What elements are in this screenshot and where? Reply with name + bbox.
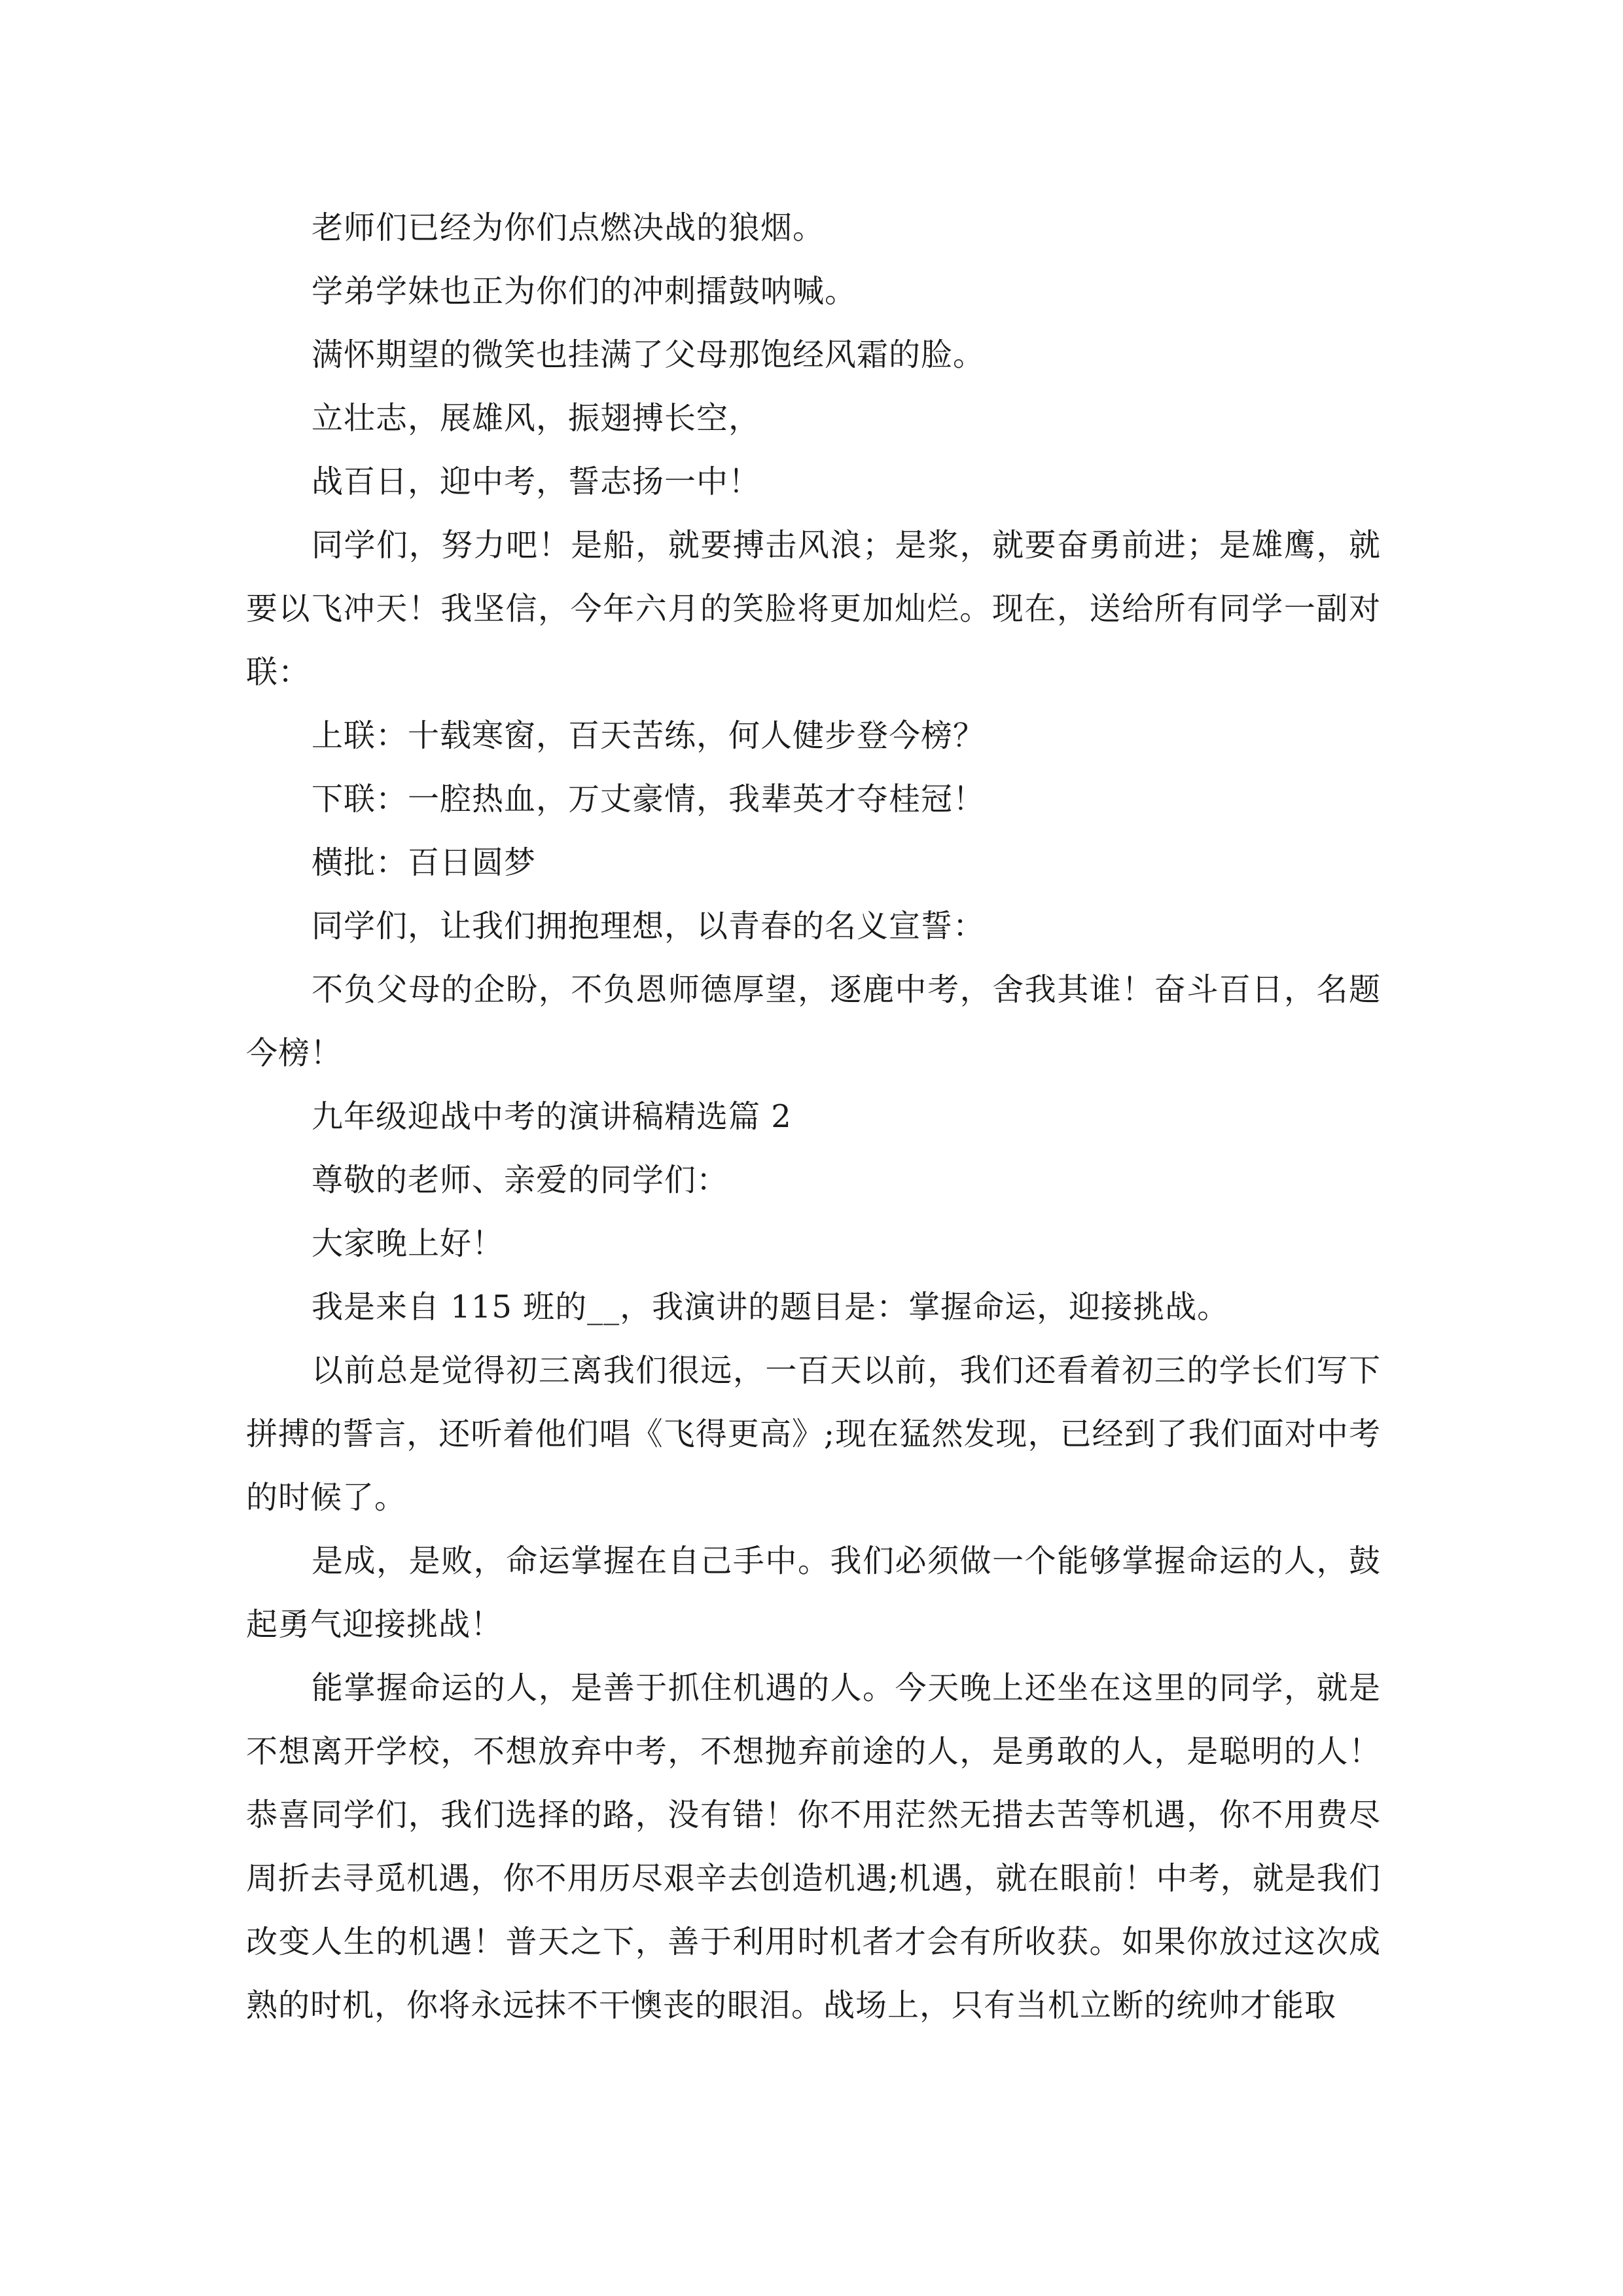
- paragraph-15: 我是来自 115 班的__，我演讲的题目是：掌握命运，迎接挑战。: [312, 1289, 1230, 1325]
- paragraph-3: 满怀期望的微笑也挂满了父母那饱经风霜的脸。: [312, 336, 986, 373]
- couplet-lower: 下联：一腔热血，万丈豪情，我辈英才夺桂冠！: [312, 781, 986, 817]
- paragraph-2: 学弟学妹也正为你们的冲刺擂鼓呐喊。: [312, 273, 857, 310]
- salutation: 尊敬的老师、亲爱的同学们：: [312, 1162, 729, 1198]
- couplet-horizontal: 横批：百日圆梦: [312, 844, 537, 881]
- paragraph-16: 以前总是觉得初三离我们很远，一百天以前，我们还看着初三的学长们写下拼搏的誓言，还听着他们唱《飞得更高》;现在猛然发现，已经到了我们面对中考的时候了。: [246, 1352, 1381, 1516]
- paragraph-17: 是成，是败，命运掌握在自己手中。我们必须做一个能够掌握命运的人，鼓起勇气迎接挑战！: [246, 1543, 1381, 1643]
- paragraph-18: 能掌握命运的人，是善于抓住机遇的人。今天晚上还坐在这里的同学，就是不想离开学校，不想放弃中考，不想抛弃前途的人，是勇敢的人，是聪明的人！恭喜同学们，我们选择的路，没有错！你不用茫然无措去苦等机遇，你不用费尽周折去寻觅机遇，你不用历尽艰辛去创造机遇;机遇，就在眼前！中考，就是我们改变人生的机遇！普天之下，善于利用时机者才会有所收获。如果你放过这次成熟的时机，你将永远抹不干懊丧的眼泪。战场上，只有当机立断的统帅才能取: [246, 1670, 1381, 2024]
- paragraph-1: 老师们已经为你们点燃决战的狼烟。: [312, 209, 825, 246]
- section-title: 九年级迎战中考的演讲稿精选篇 2: [312, 1098, 792, 1135]
- paragraph-11: 不负父母的企盼，不负恩师德厚望，逐鹿中考，舍我其谁！奋斗百日，名题今榜！: [246, 971, 1381, 1071]
- paragraph-5: 战百日，迎中考，誓志扬一中！: [312, 463, 761, 500]
- greeting: 大家晚上好！: [312, 1225, 505, 1262]
- paragraph-6: 同学们，努力吧！是船，就要搏击风浪；是浆，就要奋勇前进；是雄鹰，就要以飞冲天！我坚信，今年六月的笑脸将更加灿烂。现在，送给所有同学一副对联：: [246, 527, 1381, 691]
- paragraph-4: 立壮志，展雄风，振翅搏长空，: [312, 400, 761, 437]
- couplet-upper: 上联：十载寒窗，百天苦练，何人健步登今榜？: [312, 717, 986, 754]
- document-body: [246, 196, 1381, 2037]
- paragraph-10: 同学们，让我们拥抱理想，以青春的名义宣誓：: [312, 908, 986, 944]
